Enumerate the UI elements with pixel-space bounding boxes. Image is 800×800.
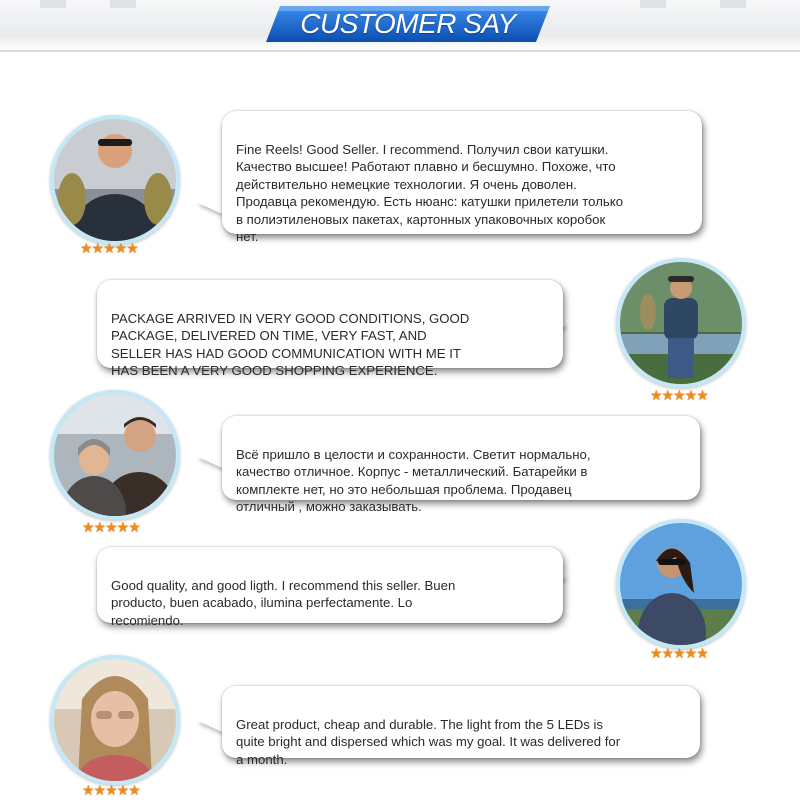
- review-text: Всё пришло в целости и сохранности. Светит нормально, качество отличное. Корпус - металлический. Батарейки в комплекте нет, но это небольшая проблема. Продавец отличный , можно заказывать.: [236, 446, 591, 514]
- avatar: [616, 519, 746, 649]
- header-decoration: [720, 0, 746, 8]
- review-bubble: [97, 280, 563, 378]
- bubble-tail: [196, 192, 222, 214]
- header-decoration: [640, 0, 666, 8]
- review-text: Good quality, and good ligth. I recommend this seller. Buen producto, buen acabado, ilumina perfectamente. Lo recomiendo.: [111, 577, 456, 628]
- avatar: [50, 390, 180, 520]
- avatar-photo: [620, 523, 742, 645]
- header-banner: [258, 4, 558, 44]
- review-bubble: [222, 416, 700, 514]
- review-bubble: [97, 547, 563, 628]
- rating-stars: ★★★★★: [650, 646, 708, 662]
- rating-stars: ★★★★★: [650, 388, 708, 404]
- page-title: CUSTOMER SAY: [300, 8, 516, 39]
- rating-stars: ★★★★★: [80, 241, 138, 257]
- bubble-tail: [196, 710, 222, 732]
- avatar: [616, 258, 746, 388]
- review-bubble: [222, 111, 702, 244]
- review-text: Great product, cheap and durable. The light from the 5 LEDs is quite bright and dispersed which was my goal. It was delivered for a month.: [236, 716, 621, 767]
- rating-stars: ★★★★★: [82, 520, 140, 536]
- review-text: Fine Reels! Good Seller. I recommend. Получил свои катушки. Качество высшее! Работают плавно и бесшумно. Похоже, что действительно немецкие технологии. Я очень доволен. Продавца рекомендую. Есть нюанс: катушки прилетели только в полиэтиленовых пакетах, картонных упаковочных коробок нет.: [236, 141, 624, 244]
- avatar: [50, 655, 180, 785]
- header-decoration: [40, 0, 66, 8]
- avatar-photo: [54, 659, 176, 781]
- avatar-photo: [54, 119, 176, 241]
- rating-stars: ★★★★★: [82, 783, 140, 799]
- bubble-tail: [196, 446, 222, 468]
- review-bubble: [222, 686, 700, 767]
- avatar-photo: [620, 262, 742, 384]
- header-decoration: [110, 0, 136, 8]
- avatar-photo: [54, 394, 176, 516]
- review-text: PACKAGE ARRIVED IN VERY GOOD CONDITIONS, GOOD PACKAGE, DELIVERED ON TIME, VERY FAST, AND SELLER HAS HAD GOOD COMMUNICATION WITH ME IT HAS BEEN A VERY GOOD SHOPPING EXPERIENCE.: [111, 310, 470, 378]
- avatar: [50, 115, 180, 245]
